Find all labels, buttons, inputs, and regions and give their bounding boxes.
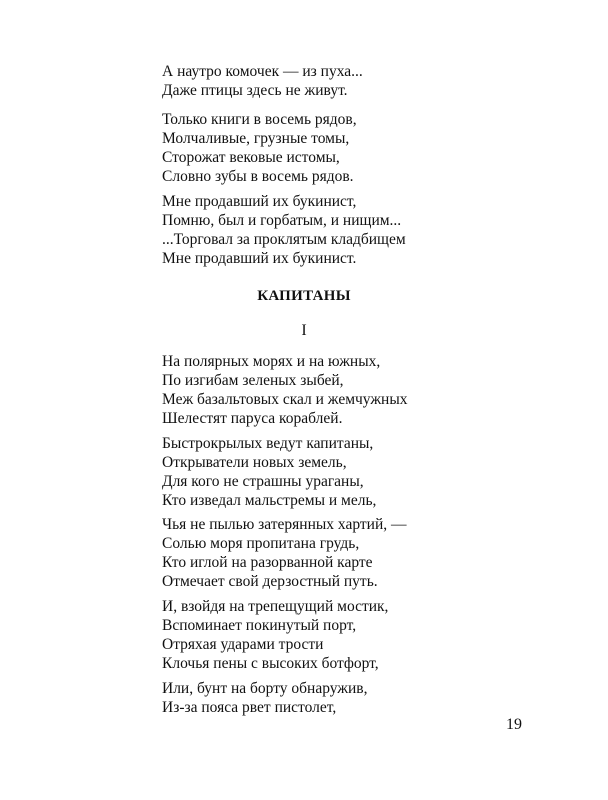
poem-line: ...Торговал за проклятым кладбищем (162, 231, 406, 248)
poem-line: По изгибам зеленых зыбей, (162, 372, 344, 389)
prev-poem-stanza-3 (162, 192, 482, 268)
poem-stanza-3 (162, 515, 482, 591)
section-number: I (301, 322, 307, 339)
poem-title: КАПИТАНЫ (257, 288, 351, 304)
poem-line: Мне продавший их букинист, (162, 193, 357, 210)
poem-line: Мне продавший их букинист. (162, 250, 357, 267)
poem-line: Шелестят паруса кораблей. (162, 410, 343, 427)
poem-stanza-1 (162, 352, 482, 428)
prev-poem-stanza-2 (162, 110, 482, 186)
poem-line: Отмечает свой дерзостный путь. (162, 573, 378, 590)
poem-line: Даже птицы здесь не живут. (162, 82, 348, 99)
poem-stanza-2 (162, 434, 482, 510)
poem-line: Кто иглой на разорванной карте (162, 554, 373, 571)
poem-line: Чья не пылью затерянных хартий, — (162, 516, 407, 533)
poem-line: На полярных морях и на южных, (162, 353, 381, 370)
poem-line: Или, бунт на борту обнаружив, (162, 680, 368, 697)
poem-line: Только книги в восемь рядов, (162, 111, 357, 128)
poem-line: Солью моря пропитана грудь, (162, 535, 360, 552)
poem-line: Вспоминает покинутый порт, (162, 617, 357, 634)
poem-stanza-4 (162, 597, 482, 673)
poem-line: Помню, был и горбатым, и нищим... (162, 212, 402, 229)
poem-line: Быстрокрылых ведут капитаны, (162, 435, 374, 452)
poem-stanza-5 (162, 679, 482, 717)
poem-line: Меж базальтовых скал и жемчужных (162, 391, 408, 408)
poem-line: И, взойдя на трепещущий мостик, (162, 598, 389, 615)
poem-line: А наутро комочек — из пуха... (162, 63, 363, 80)
page-number: 19 (506, 716, 522, 733)
poem-line: Клочья пены с высоких ботфорт, (162, 655, 379, 672)
poem-line: Кто изведал мальстремы и мель, (162, 492, 377, 509)
poem-line: Открыватели новых земель, (162, 454, 347, 471)
poem-line: Отряхая ударами трости (162, 636, 324, 653)
poem-line: Для кого не страшны ураганы, (162, 473, 364, 490)
poem-line: Сторожат вековые истомы, (162, 149, 340, 166)
poem-line: Словно зубы в восемь рядов. (162, 168, 354, 185)
prev-poem-stanza-1 (162, 62, 482, 100)
poem-line: Из-за пояса рвет пистолет, (162, 699, 337, 716)
poem-line: Молчаливые, грузные томы, (162, 130, 350, 147)
